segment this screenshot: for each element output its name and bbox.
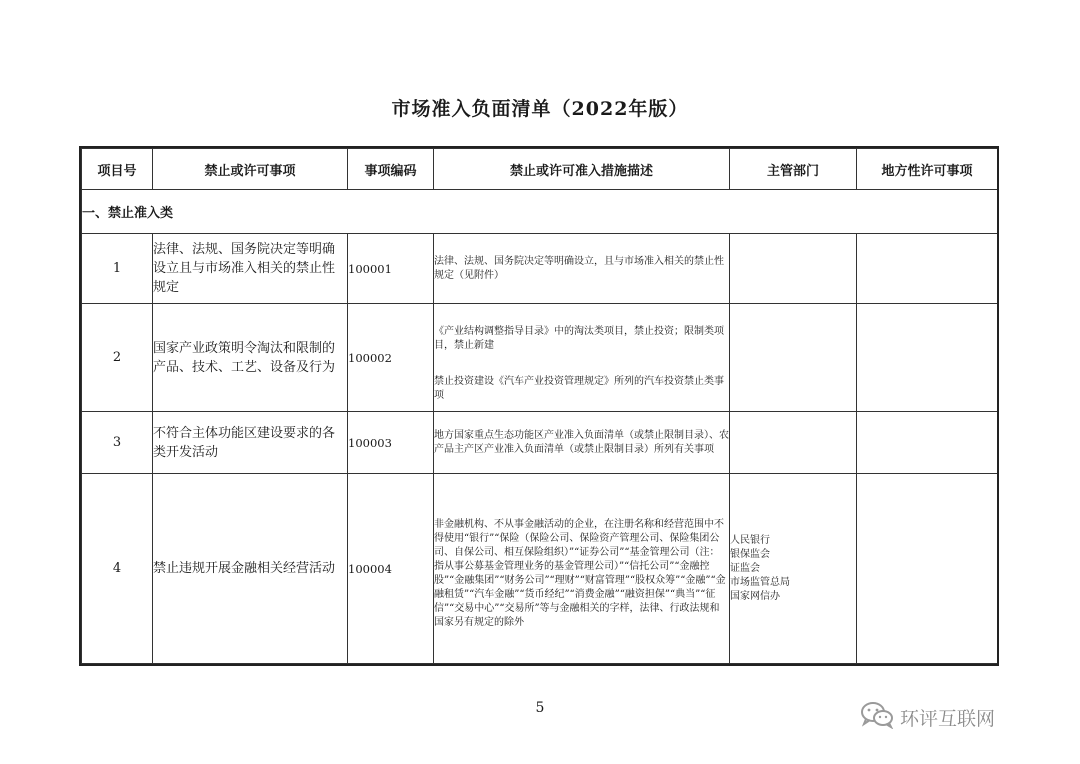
row-code: 100002 bbox=[348, 304, 434, 412]
row-department bbox=[730, 304, 857, 412]
row-item: 国家产业政策明令淘汰和限制的产品、技术、工艺、设备及行为 bbox=[153, 304, 348, 412]
row-description bbox=[434, 304, 730, 412]
department-name: 银保监会 bbox=[730, 548, 770, 560]
wechat-icon bbox=[860, 701, 894, 734]
row-local-permit bbox=[857, 474, 998, 664]
description-paragraph: 《产业结构调整指导目录》中的淘汰类项目，禁止投资；限制类项目，禁止新建 bbox=[434, 325, 724, 351]
watermark bbox=[860, 702, 995, 732]
header-code: 事项编码 bbox=[348, 149, 434, 190]
table-header-row bbox=[82, 149, 998, 190]
row-code: 100001 bbox=[348, 234, 434, 304]
row-department bbox=[730, 474, 857, 664]
department-name: 人民银行 bbox=[730, 534, 770, 546]
row-code: 100003 bbox=[348, 412, 434, 474]
row-department bbox=[730, 412, 857, 474]
negative-list-table bbox=[81, 148, 998, 664]
page-number: 5 bbox=[535, 700, 545, 716]
table-row bbox=[82, 474, 998, 664]
header-item-number: 项目号 bbox=[82, 149, 153, 190]
department-name: 证监会 bbox=[730, 562, 760, 574]
row-number: 3 bbox=[82, 412, 153, 474]
table-row bbox=[82, 304, 998, 412]
row-code: 100004 bbox=[348, 474, 434, 664]
table-row bbox=[82, 412, 998, 474]
table-row bbox=[82, 234, 998, 304]
row-description bbox=[434, 234, 730, 304]
page-title: 市场准入负面清单（2022年版） bbox=[391, 98, 689, 120]
row-local-permit bbox=[857, 412, 998, 474]
row-description bbox=[434, 474, 730, 664]
watermark-text: 环评互联网 bbox=[900, 707, 996, 730]
row-description bbox=[434, 412, 730, 474]
department-name: 国家网信办 bbox=[730, 590, 780, 602]
description-paragraph: 非金融机构、不从事金融活动的企业，在注册名称和经营范围中不得使用“银行”“保险（保险公司、保险资产管理公司、保险集团公司、自保公司、相互保险组织）”“证券公司”“基金管理公司（注：指从事公募基金管理业务的基金管理公司）”“信托公司”“金融控股”“金融集团”“财务公司”“理财”“财富管理”“股权众筹”“金融”“金融租赁”“汽车金融”“货币经纪”“消费金融”“融资担保”“典当”“征信”“交易中心”“交易所”等与金融相关的字样，法律、行政法规和国家另有规定的除外 bbox=[434, 518, 726, 628]
department-name: 市场监管总局 bbox=[730, 576, 790, 588]
section-label: 一、禁止准入类 bbox=[82, 190, 998, 234]
row-local-permit bbox=[857, 234, 998, 304]
row-number: 1 bbox=[82, 234, 153, 304]
header-item: 禁止或许可事项 bbox=[153, 149, 348, 190]
row-item: 禁止违规开展金融相关经营活动 bbox=[153, 474, 348, 664]
header-description: 禁止或许可准入措施描述 bbox=[434, 149, 730, 190]
row-number: 2 bbox=[82, 304, 153, 412]
description-paragraph: 地方国家重点生态功能区产业准入负面清单（或禁止限制目录）、农产品主产区产业准入负面清单（或禁止限制目录）所列有关事项 bbox=[434, 429, 729, 455]
section-row bbox=[82, 190, 998, 234]
description-paragraph: 禁止投资建设《汽车产业投资管理规定》所列的汽车投资禁止类事项 bbox=[434, 375, 724, 401]
row-number: 4 bbox=[82, 474, 153, 664]
row-item: 法律、法规、国务院决定等明确设立且与市场准入相关的禁止性规定 bbox=[153, 234, 348, 304]
row-department bbox=[730, 234, 857, 304]
row-item: 不符合主体功能区建设要求的各类开发活动 bbox=[153, 412, 348, 474]
description-paragraph: 法律、法规、国务院决定等明确设立，且与市场准入相关的禁止性规定（见附件） bbox=[434, 255, 724, 281]
row-local-permit bbox=[857, 304, 998, 412]
header-local-permit: 地方性许可事项 bbox=[857, 149, 998, 190]
header-department: 主管部门 bbox=[730, 149, 857, 190]
